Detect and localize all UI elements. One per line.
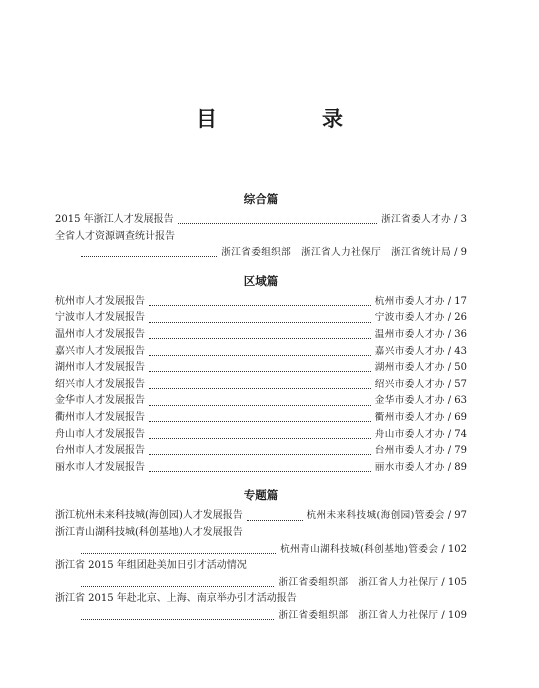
leader-dots — [178, 218, 377, 224]
leader-dots — [81, 581, 274, 587]
leader-dots — [149, 416, 371, 422]
leader-dots — [149, 433, 371, 439]
leader-dots — [247, 515, 303, 521]
page-title: 目 录 — [196, 107, 385, 131]
entry-source: 浙江省委人才办 — [381, 214, 452, 225]
entry-source: 舟山市委人才办 — [374, 428, 445, 440]
entry-page: / 105 — [441, 576, 467, 588]
toc-entry[interactable] — [55, 360, 467, 377]
entry-title: 浙江省 2015 年赴北京、上海、南京举办引才活动报告 — [55, 593, 297, 605]
entry-source: 温州市委人才办 — [374, 328, 445, 340]
leader-dots — [81, 614, 274, 620]
entry-page: / 79 — [447, 445, 467, 457]
entry-page: / 57 — [447, 378, 467, 390]
leader-dots — [149, 300, 371, 306]
entry-source: 杭州未来科技城(海创园)管委会 — [306, 510, 445, 522]
toc-entry[interactable] — [55, 508, 467, 525]
entry-source: 浙江省委组织部 浙江省人力社保厅 — [278, 576, 439, 588]
entry-title: 衢州市人才发展报告 — [55, 411, 145, 423]
entry-page: / 43 — [447, 345, 467, 357]
entry-page: / 89 — [447, 461, 467, 473]
entry-page: / 9 — [454, 247, 467, 259]
leader-dots — [149, 449, 371, 455]
entry-title: 浙江省 2015 年组团赴美加日引才活动情况 — [55, 560, 247, 572]
toc-entry[interactable] — [55, 344, 467, 361]
entry-page: / 36 — [447, 328, 467, 340]
leader-dots — [81, 251, 217, 257]
entry-title: 舟山市人才发展报告 — [55, 428, 145, 440]
leader-dots — [81, 548, 276, 554]
entry-page: / 3 — [454, 214, 467, 225]
leader-dots — [149, 400, 371, 406]
entry-title: 嘉兴市人才发展报告 — [55, 345, 145, 357]
toc-entry[interactable] — [55, 310, 467, 327]
toc-entry[interactable] — [55, 393, 467, 410]
entry-source: 衢州市委人才办 — [374, 411, 445, 423]
leader-dots — [149, 317, 371, 323]
entry-title: 杭州市人才发展报告 — [55, 295, 145, 307]
entry-title: 浙江杭州未来科技城(海创园)人才发展报告 — [55, 510, 243, 522]
entry-source: 台州市委人才办 — [374, 445, 445, 457]
entry-title: 绍兴市人才发展报告 — [55, 378, 145, 390]
toc-entry[interactable] — [55, 460, 467, 477]
entry-source: 嘉兴市委人才办 — [374, 345, 445, 357]
entry-page: / 17 — [447, 295, 467, 307]
entry-page: / 26 — [447, 312, 467, 324]
leader-dots — [149, 333, 371, 339]
entry-title: 2015 年浙江人才发展报告 — [55, 214, 174, 225]
entry-page: / 109 — [441, 609, 467, 621]
entry-source: 浙江省委组织部 浙江省人力社保厅 — [278, 609, 439, 621]
leader-dots — [149, 366, 371, 372]
toc-section-general — [55, 190, 467, 262]
entry-source: 杭州市委人才办 — [374, 295, 445, 307]
entry-title: 温州市人才发展报告 — [55, 328, 145, 340]
toc-entry[interactable] — [55, 327, 467, 344]
leader-dots — [149, 350, 371, 356]
section-title: 综合篇 — [243, 192, 279, 206]
toc-entry-wrapped[interactable] — [55, 525, 467, 558]
entry-source: 金华市委人才办 — [374, 395, 445, 407]
entry-title: 台州市人才发展报告 — [55, 445, 145, 457]
entry-source: 绍兴市委人才办 — [374, 378, 445, 390]
entry-title: 浙江青山湖科技城(科创基地)人才发展报告 — [55, 526, 243, 538]
toc-entry[interactable] — [55, 212, 467, 229]
toc-entry-wrapped[interactable] — [55, 558, 467, 591]
entry-title: 宁波市人才发展报告 — [55, 312, 145, 324]
leader-dots — [149, 466, 371, 472]
entry-source: 丽水市委人才办 — [374, 461, 445, 473]
entry-title: 湖州市人才发展报告 — [55, 362, 145, 374]
section-title: 区域篇 — [243, 273, 279, 288]
toc-entry[interactable] — [55, 427, 467, 444]
entry-source: 浙江省委组织部 浙江省人力社保厅 浙江省统计局 — [221, 247, 452, 259]
entry-page: / 102 — [441, 543, 467, 555]
entry-source: 湖州市委人才办 — [374, 362, 445, 374]
toc-entry-wrapped[interactable] — [55, 591, 467, 624]
toc-entry[interactable] — [55, 410, 467, 427]
toc-section-regional — [55, 272, 467, 477]
toc-entry[interactable] — [55, 443, 467, 460]
entry-title: 丽水市人才发展报告 — [55, 461, 145, 473]
entry-page: / 74 — [447, 428, 467, 440]
entry-source: 杭州青山湖科技城(科创基地)管委会 — [280, 543, 439, 555]
entry-title: 全省人才资源调查统计报告 — [55, 230, 175, 242]
toc-section-special — [55, 486, 467, 624]
entry-page: / 63 — [447, 395, 467, 407]
entry-title: 金华市人才发展报告 — [55, 395, 145, 407]
entry-page: / 50 — [447, 362, 467, 374]
toc-entry-wrapped[interactable] — [55, 229, 467, 262]
entry-page: / 69 — [447, 411, 467, 423]
entry-source: 宁波市委人才办 — [374, 312, 445, 324]
toc-entry[interactable] — [55, 377, 467, 394]
toc — [55, 190, 467, 634]
leader-dots — [149, 383, 371, 389]
section-title: 专题篇 — [243, 488, 279, 503]
entry-page: / 97 — [447, 510, 467, 522]
toc-entry[interactable] — [55, 294, 467, 311]
